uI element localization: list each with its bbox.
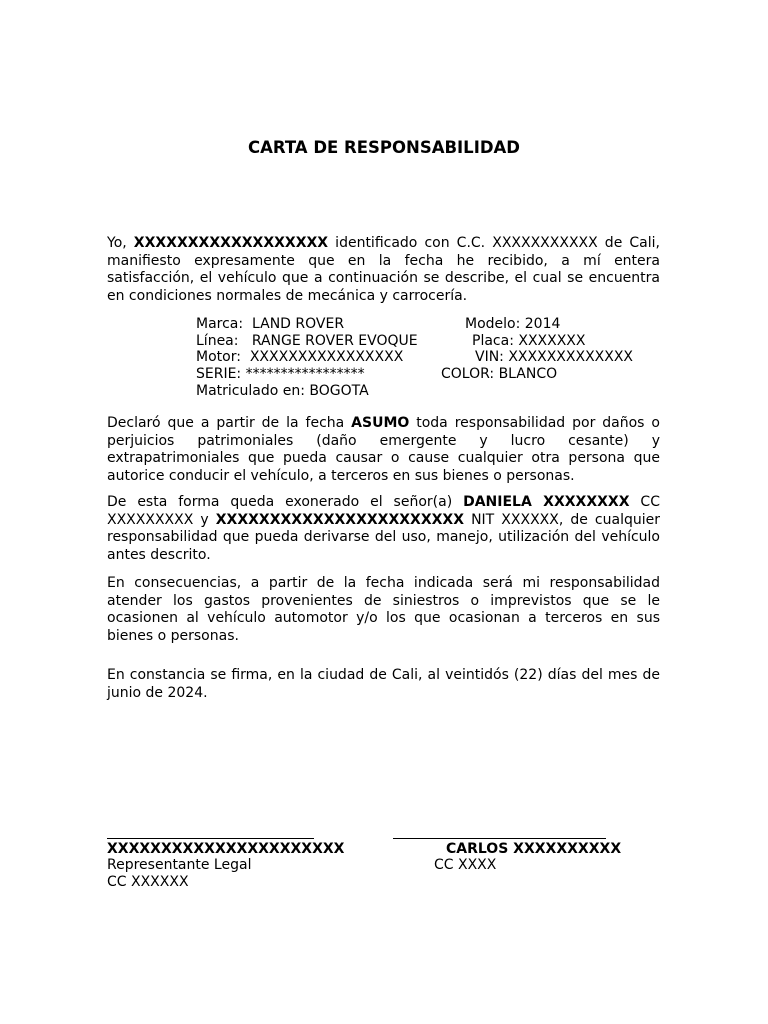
exonerado-text-middle: CC XXXXXXXXX y	[107, 494, 660, 528]
exonerado-paragraph	[107, 494, 660, 564]
declarant-name: XXXXXXXXXXXXXXXXXX	[133, 235, 329, 251]
exonerado-text-start: De esta forma queda exonerado el señor(a)	[107, 494, 464, 510]
vehicle-color: COLOR: BLANCO	[441, 366, 558, 382]
vehicle-linea: Línea: RANGE ROVER EVOQUE	[196, 333, 418, 349]
intro-text-rest: identificado con C.C. XXXXXXXXXXX de Cali, manifiesto expresamente que en la fecha he recibido, a mí entera satisfacción, el vehículo que a continuación se describe, el cual se encuentra en condiciones normales de mecánica y carrocería.	[107, 235, 660, 304]
signature-line-right	[393, 838, 606, 839]
constancia-paragraph: En constancia se firma, en la ciudad de Cali, al veintidós (22) días del mes de junio de 2024.	[107, 667, 660, 701]
vehicle-serie: SERIE: *****************	[196, 366, 365, 382]
signature-left-id: CC XXXXXX	[107, 874, 189, 890]
document-title: CARTA DE RESPONSABILIDAD	[247, 138, 521, 157]
declaro-text-rest: toda responsabilidad por daños o perjuicios patrimoniales (daño emergente y lucro cesante) y extrapatrimoniales que pueda causar o cause cualquier otra persona que autorice conducir el vehículo, a terceros en sus bienes o personas.	[107, 415, 660, 484]
declaro-text-start: Declaró que a partir de la fecha	[107, 415, 352, 431]
vehicle-placa: Placa: XXXXXXX	[472, 333, 586, 349]
exonerado-text-rest: NIT XXXXXX, de cualquier responsabilidad que pueda derivarse del uso, manejo, utilización del vehículo antes descrito.	[107, 511, 660, 563]
vehicle-matriculado: Matriculado en: BOGOTA	[196, 383, 369, 399]
exonerated-company-name: XXXXXXXXXXXXXXXXXXXXXXX	[215, 511, 465, 528]
vehicle-modelo: Modelo: 2014	[465, 316, 561, 332]
asumo-keyword: ASUMO	[351, 415, 410, 431]
vehicle-marca: Marca: LAND ROVER	[196, 316, 345, 332]
signature-right-name: CARLOS XXXXXXXXXX	[446, 841, 622, 857]
signature-right-id: CC XXXX	[434, 857, 497, 873]
signature-left-name: XXXXXXXXXXXXXXXXXXXXXX	[107, 841, 345, 857]
signature-left-role: Representante Legal	[107, 857, 252, 873]
intro-paragraph	[107, 235, 660, 305]
consecuencias-paragraph: En consecuencias, a partir de la fecha indicada será mi responsabilidad atender los gastos provenientes de siniestros o imprevistos que se le ocasionen al vehículo automotor y/o los que ocasionan a terceros en sus bienes o personas.	[107, 575, 660, 644]
intro-text-start: Yo,	[107, 235, 134, 251]
declaro-paragraph	[107, 415, 660, 485]
signature-line-left	[107, 838, 314, 839]
exonerated-person-name: DANIELA XXXXXXXX	[463, 494, 630, 510]
vehicle-vin: VIN: XXXXXXXXXXXXX	[475, 349, 634, 365]
vehicle-motor: Motor: XXXXXXXXXXXXXXXX	[196, 349, 404, 365]
